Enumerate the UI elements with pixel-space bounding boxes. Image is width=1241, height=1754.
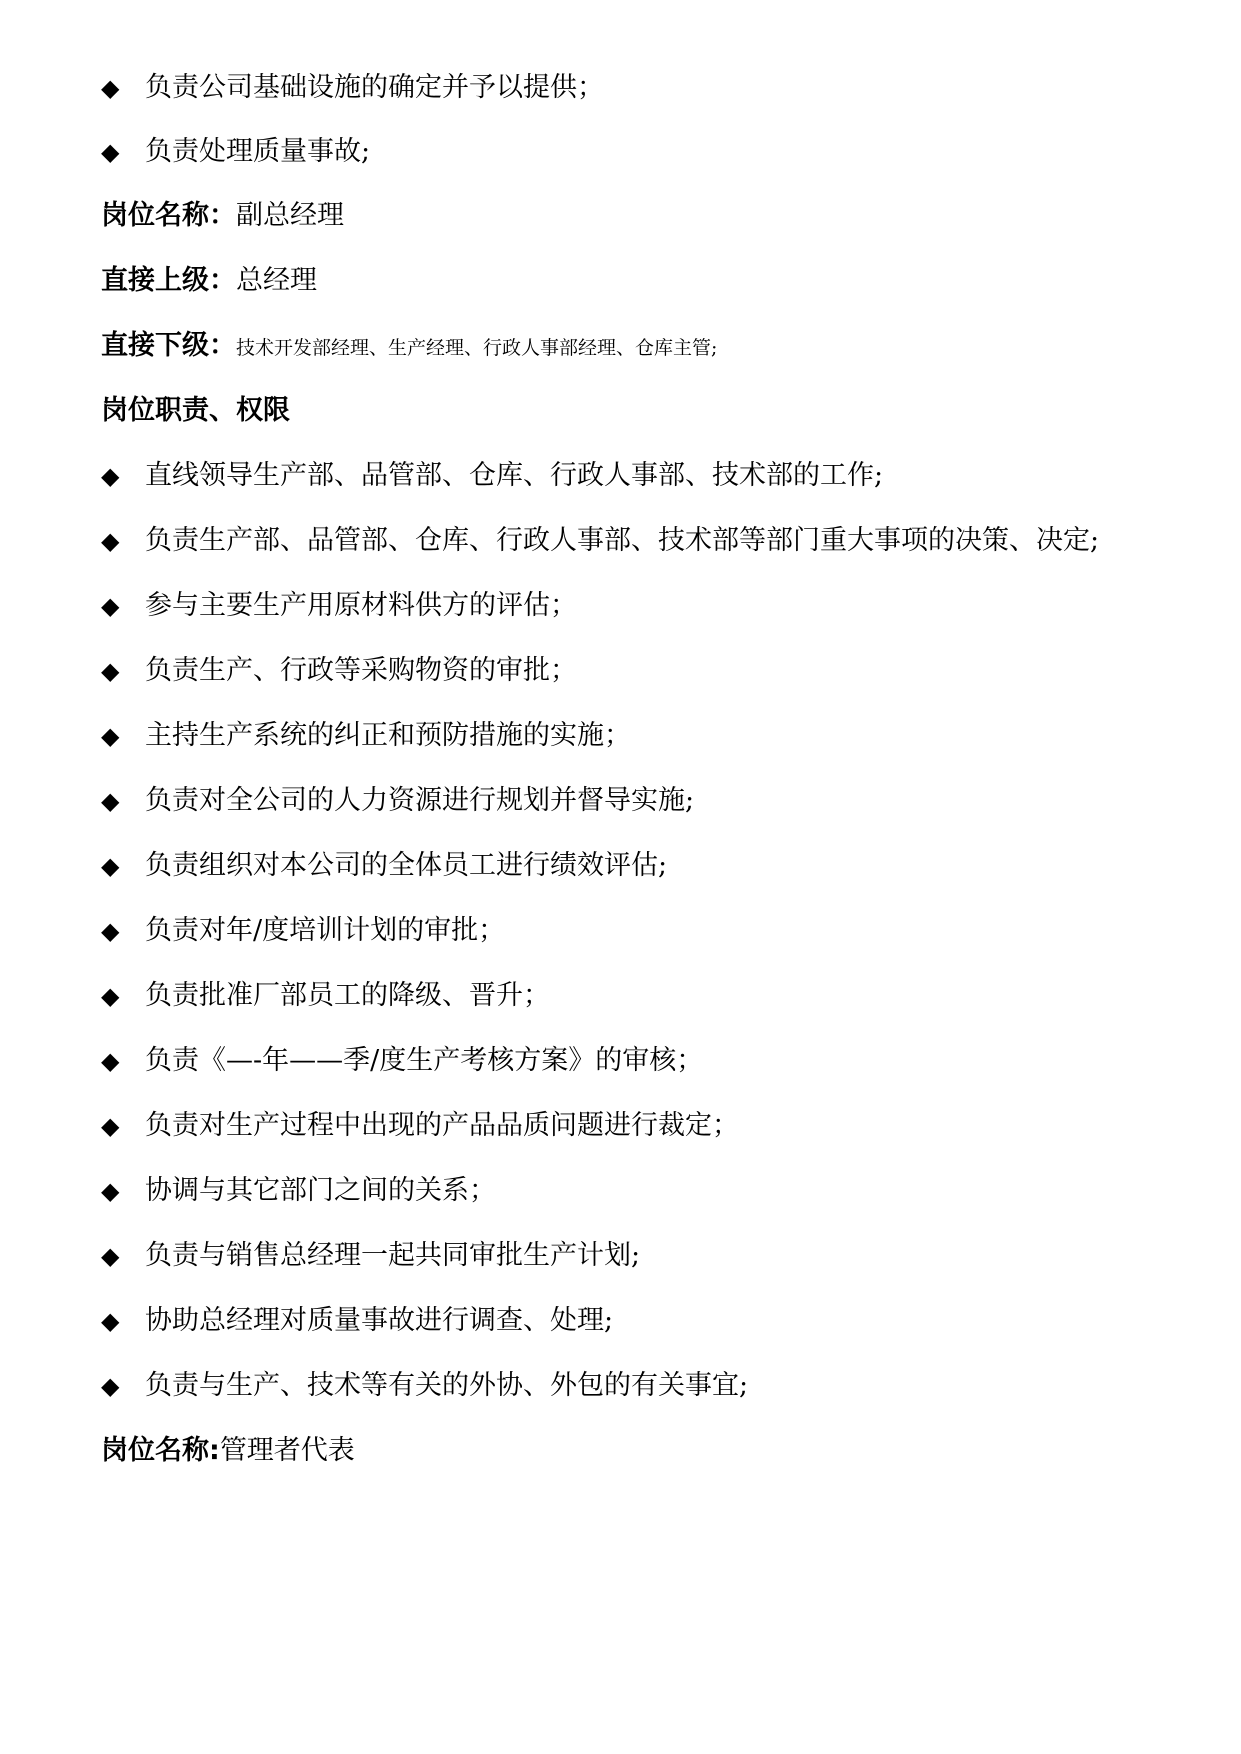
diamond-bullet-icon: ◆ xyxy=(101,1112,120,1140)
diamond-bullet-icon: ◆ xyxy=(101,1372,120,1400)
diamond-bullet-icon: ◆ xyxy=(101,657,120,685)
list-item xyxy=(101,651,1201,691)
diamond-bullet-icon: ◆ xyxy=(101,527,120,555)
diamond-bullet-icon: ◆ xyxy=(101,1047,120,1075)
diamond-bullet-icon: ◆ xyxy=(101,462,120,490)
list-item-text: 协调与其它部门之间的关系； xyxy=(145,1175,496,1206)
diamond-bullet-icon: ◆ xyxy=(101,787,120,815)
list-item-text: 负责对生产过程中出现的产品品质问题进行裁定； xyxy=(145,1110,739,1141)
list-item-text: 负责处理质量事故; xyxy=(145,136,371,167)
list-item xyxy=(101,1366,1201,1406)
list-item-text: 负责对全公司的人力资源进行规划并督导实施; xyxy=(145,785,695,816)
diamond-bullet-icon: ◆ xyxy=(101,592,120,620)
list-item-text: 直线领导生产部、品管部、仓库、行政人事部、技术部的工作; xyxy=(145,460,884,491)
list-item xyxy=(101,976,1201,1016)
list-item-text: 负责生产、行政等采购物资的审批； xyxy=(145,655,577,686)
list-item-text: 参与主要生产用原材料供方的评估； xyxy=(145,590,577,621)
diamond-bullet-icon: ◆ xyxy=(101,982,120,1010)
direct-superior-label: 直接上级： xyxy=(101,265,236,296)
list-item xyxy=(101,716,1201,756)
list-item xyxy=(101,1301,1201,1341)
post-name-value: 副总经理 xyxy=(236,200,344,231)
list-item xyxy=(101,1171,1201,1211)
direct-subordinate-label: 直接下级： xyxy=(101,330,236,361)
post-name-value: 管理者代表 xyxy=(219,1435,355,1466)
diamond-bullet-icon: ◆ xyxy=(101,138,120,166)
diamond-bullet-icon: ◆ xyxy=(101,917,120,945)
list-item xyxy=(101,586,1201,626)
list-item xyxy=(101,911,1201,951)
list-item xyxy=(101,1236,1201,1276)
list-item xyxy=(101,456,1201,496)
duties-heading xyxy=(101,391,1201,431)
list-item-text: 负责对年/度培训计划的审批； xyxy=(145,915,506,946)
list-item xyxy=(101,1041,1201,1081)
list-item xyxy=(101,132,1201,172)
list-item-text: 负责与生产、技术等有关的外协、外包的有关事宜; xyxy=(145,1370,749,1401)
diamond-bullet-icon: ◆ xyxy=(101,722,120,750)
diamond-bullet-icon: ◆ xyxy=(101,1242,120,1270)
list-item xyxy=(101,846,1201,886)
list-item-text: 负责《—-年——季/度生产考核方案》的审核； xyxy=(145,1045,704,1076)
duties-heading-text: 岗位职责、权限 xyxy=(101,395,290,426)
diamond-bullet-icon: ◆ xyxy=(101,1307,120,1335)
list-item-text: 负责公司基础设施的确定并予以提供； xyxy=(145,72,604,103)
direct-superior-value: 总经理 xyxy=(236,265,317,296)
post-name-label: 岗位名称: xyxy=(101,1435,220,1466)
direct-subordinate-row xyxy=(101,326,1201,366)
list-item-text: 主持生产系统的纠正和预防措施的实施； xyxy=(145,720,631,751)
list-item-text: 负责组织对本公司的全体员工进行绩效评估; xyxy=(145,850,668,881)
list-item-text: 协助总经理对质量事故进行调查、处理; xyxy=(145,1305,614,1336)
diamond-bullet-icon: ◆ xyxy=(101,852,120,880)
diamond-bullet-icon: ◆ xyxy=(101,1177,120,1205)
direct-subordinate-value: 技术开发部经理、生产经理、行政人事部经理、仓库主管; xyxy=(236,337,718,359)
list-item xyxy=(101,68,1201,108)
list-item xyxy=(101,521,1201,561)
list-item-text: 负责与销售总经理一起共同审批生产计划; xyxy=(145,1240,641,1271)
diamond-bullet-icon: ◆ xyxy=(101,74,120,102)
list-item xyxy=(101,1106,1201,1146)
list-item-text: 负责批准厂部员工的降级、晋升； xyxy=(145,980,550,1011)
post-name-label: 岗位名称： xyxy=(101,200,236,231)
post-name-row xyxy=(101,1431,1201,1471)
list-item-text: 负责生产部、品管部、仓库、行政人事部、技术部等部门重大事项的决策、决定; xyxy=(145,525,1100,556)
post-name-row xyxy=(101,196,1201,236)
list-item xyxy=(101,781,1201,821)
direct-superior-row xyxy=(101,261,1201,301)
